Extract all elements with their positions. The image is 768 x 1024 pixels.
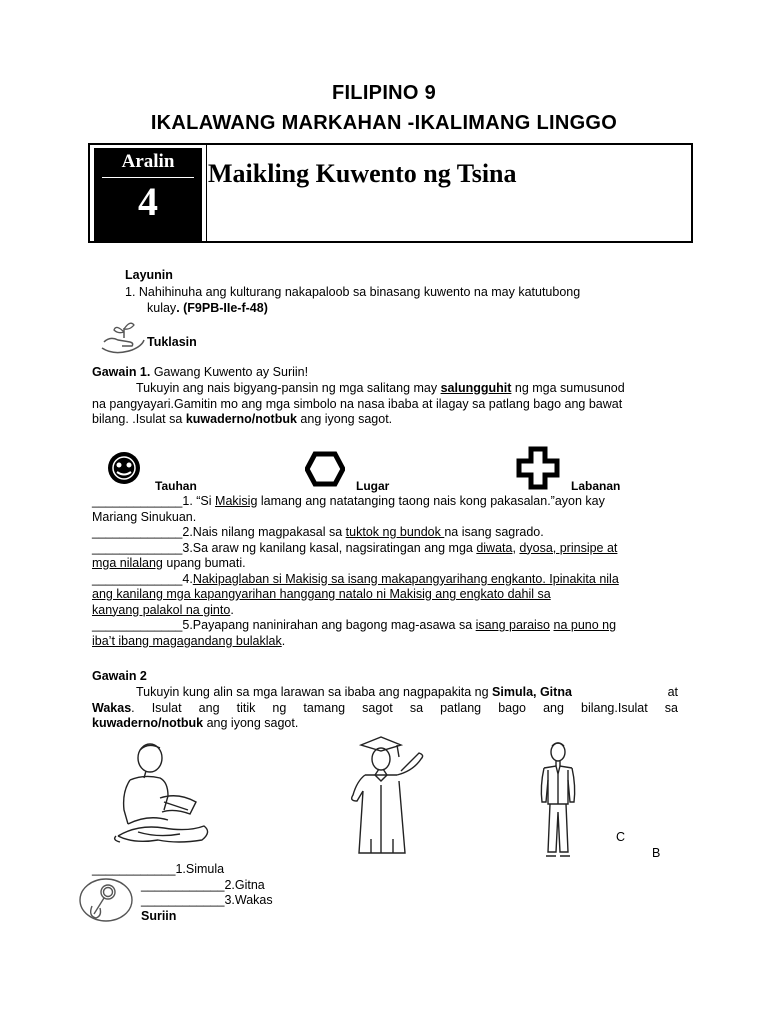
list-item: _____________1. “Si Makisig lamang ang natatanging taong nais kong pakasalan.”ayon kay — [92, 494, 605, 508]
gawain1-instruction: Tukuyin ang nais bigyang-pansin ng mga salitang may salungguhit ng mga sumusunod na pangyayari.Gamitin mo ang mga simbolo na nasa ibaba at ilagay sa patlang bago ang bawat bilang. .Isulat sa kuwaderno/notbuk ang iyong sagot. — [92, 381, 625, 426]
objective-heading: Layunin — [125, 268, 173, 282]
symbol-label-lugar: Lugar — [356, 479, 390, 493]
list-item: _____________5.Payapang naninirahan ang bagong mag-asawa sa isang paraiso na puno ng — [92, 618, 617, 632]
magnifier-icon — [76, 876, 136, 924]
letter-b: B — [652, 846, 661, 860]
aralin-label: Aralin — [121, 151, 175, 172]
boy-reading-figure — [108, 740, 220, 850]
aralin-block — [94, 148, 202, 242]
letter-c: C — [616, 830, 626, 844]
competency-code: . (F9PB-IIe-f-48) — [176, 301, 268, 315]
subject-title: FILIPINO 9 — [331, 82, 437, 104]
lesson-title: Maikling Kuwento ng Tsina — [208, 159, 517, 188]
answer-line-1: ____________1.Simula — [92, 862, 225, 876]
box-divider — [206, 145, 207, 241]
list-item: _____________2.Nais nilang magpakasal sa tuktok ng bundok na isang sagrado. — [92, 525, 544, 539]
cross-icon — [516, 446, 560, 490]
quarter-title: IKALAWANG MARKAHAN -IKALIMANG LINGGO — [150, 112, 618, 134]
graduate-figure — [335, 735, 431, 857]
suriin-label: Suriin — [141, 909, 177, 923]
hand-plant-icon — [100, 318, 148, 358]
list-item: _____________3.Sa araw ng kanilang kasal, nagsiratingan ang mga diwata, dyosa, prinsipe at — [92, 540, 618, 555]
objective-item-cont: kulay. (F9PB-IIe-f-48) — [147, 301, 268, 315]
gawain2-title: Gawain 2 — [92, 669, 147, 683]
tuklasin-label: Tuklasin — [147, 335, 197, 349]
gawain2-instruction: Tukuyin kung alin sa mga larawan sa ibaba ang nagpapakita ng Simula, Gitna at Wakas . Isulat ang titik ng tamang sagot sa patlang bago ang bilang.Isulat sa kuwaderno/notbuk ang iyong sagot. — [92, 685, 678, 730]
lesson-box — [88, 143, 693, 243]
answer-line-2: ____________2.Gitna — [141, 878, 265, 892]
aralin-number: 4 — [138, 179, 158, 224]
symbol-label-tauhan: Tauhan — [155, 479, 197, 493]
hexagon-icon — [305, 451, 345, 487]
symbol-label-labanan: Labanan — [571, 479, 621, 493]
aralin-divider-line — [102, 177, 194, 178]
list-item: _____________4.Nakipaglaban si Makisig sa isang makapangyarihang engkanto. Ipinakita nila — [92, 571, 619, 586]
objective-item: 1. Nahihinuha ang kulturang nakapaloob sa binasang kuwento na may katutubong — [125, 285, 581, 299]
answer-line-3: ____________3.Wakas — [141, 893, 273, 907]
face-icon — [106, 450, 142, 486]
man-standing-figure — [528, 740, 588, 864]
gawain1-items: _____________1. “Si Makisig lamang ang natatanging taong nais kong pakasalan.”ayon kay Mariang Sinukuan. _____________2.Nais nilang magpakasal sa tuktok ng bundok na isang sagrado. _____________3.Sa araw ng kanilang kasal, nagsiratingan ang mga diwata, dyosa, prinsipe at mga nilalang upang bumati. _____________4.Nakipaglaban si Makisig sa isang makapangyarihang engkanto. Ipinakita nila ang kanilang mga kapangyarihan hanggang natalo ni Makisig ang engkato dahil sa kanyang palakol na ginto. _____________5.Payapang naninirahan ang bagong mag-asawa sa isang paraiso na puno ng iba’t ibang magagandang bulaklak. — [92, 494, 682, 649]
gawain1-title: Gawain 1. Gawang Kuwento ay Suriin! — [92, 365, 309, 379]
